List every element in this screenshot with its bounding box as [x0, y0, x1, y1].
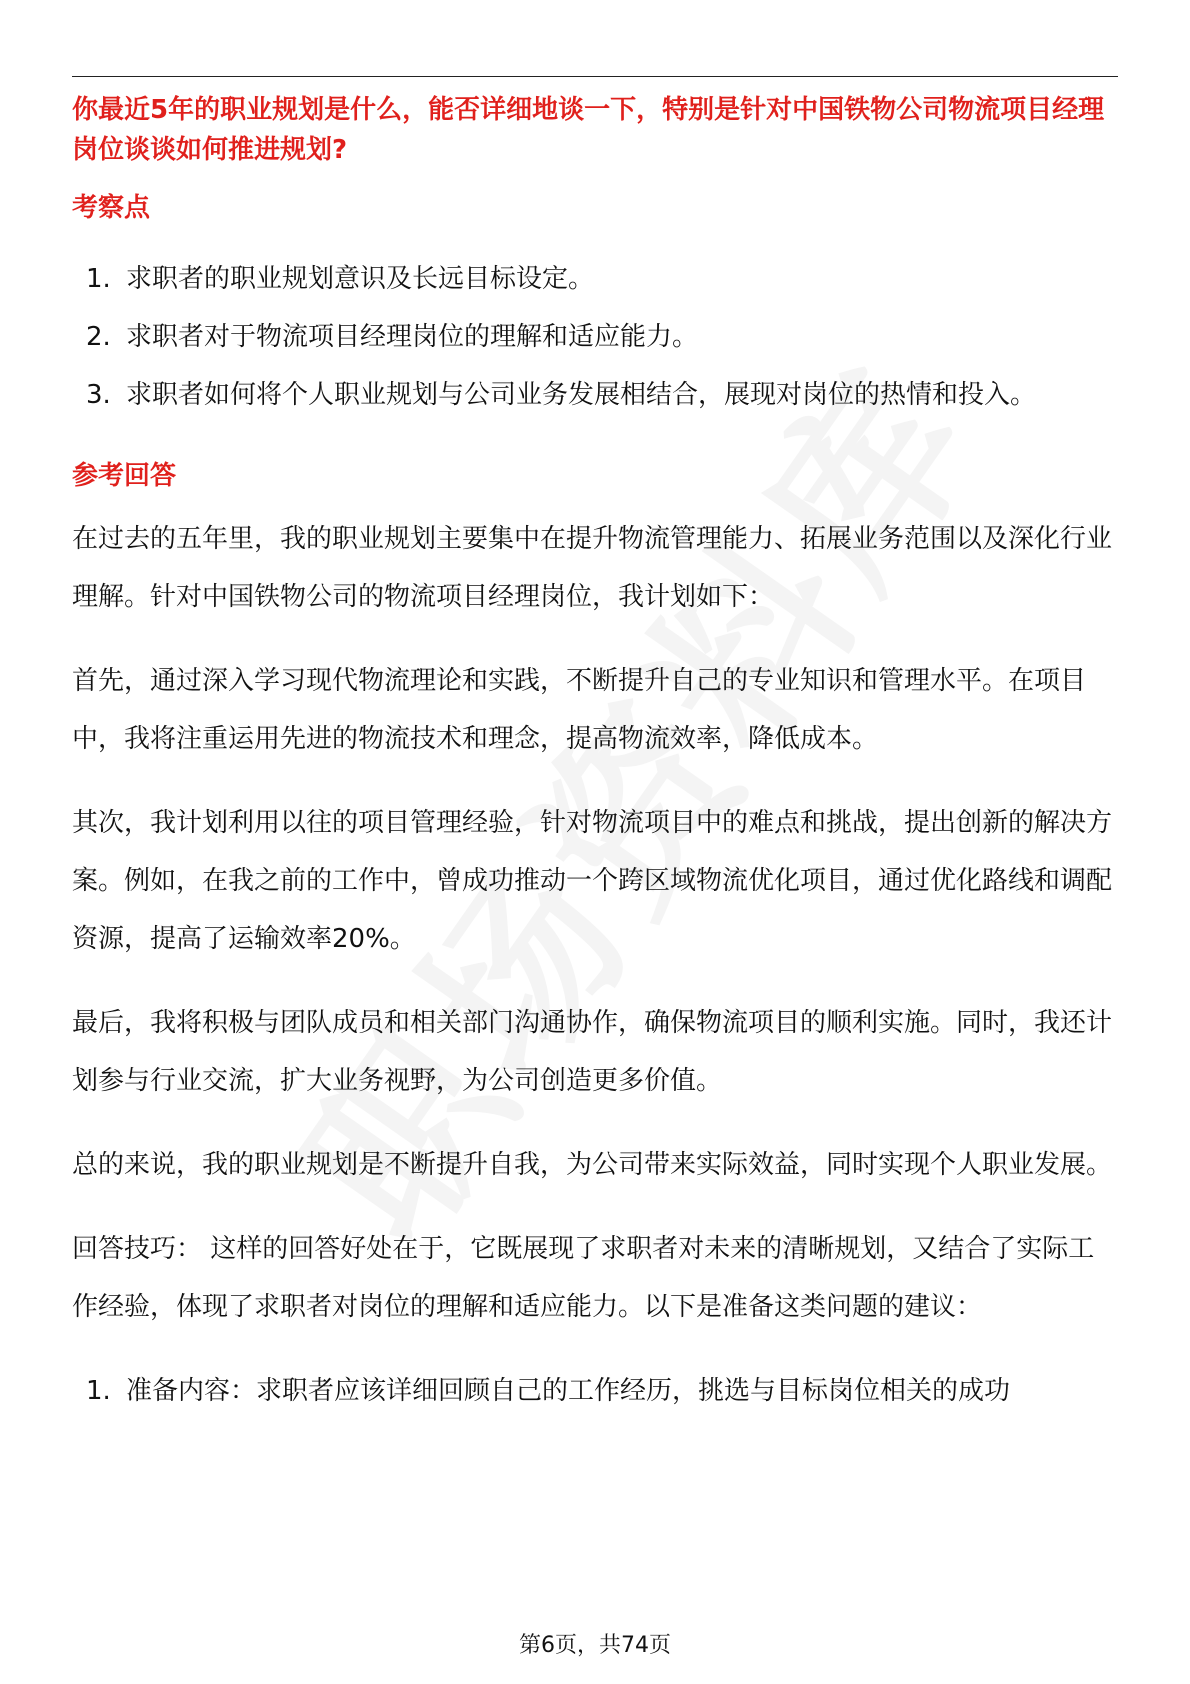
- list-item-text: 求职者对于物流项目经理岗位的理解和适应能力。: [126, 322, 699, 352]
- page-number: 第6页，共74页: [519, 1633, 671, 1658]
- page-content: [72, 90, 1118, 1420]
- list-number: 3.: [86, 380, 111, 410]
- assessment-title: 考察点: [72, 193, 151, 223]
- answer-paragraph: 首先，通过深入学习现代物流理论和实践，不断提升自己的专业知识和管理水平。在项目中，我将注重运用先进的物流技术和理念，提高物流效率，降低成本。: [72, 666, 1087, 754]
- tips-intro-paragraph: 回答技巧： 这样的回答好处在于，它既展现了求职者对未来的清晰规划，又结合了实际工作经验，体现了求职者对岗位的理解和适应能力。以下是准备这类问题的建议：: [72, 1234, 1095, 1322]
- tips-list: [72, 1362, 1118, 1420]
- answer-paragraph: 在过去的五年里，我的职业规划主要集中在提升物流管理能力、拓展业务范围以及深化行业理解。针对中国铁物公司的物流项目经理岗位，我计划如下：: [72, 524, 1113, 612]
- list-item-text: 求职者的职业规划意识及长远目标设定。: [126, 264, 595, 294]
- list-number: 1.: [86, 1376, 111, 1406]
- list-item: [72, 1362, 1118, 1420]
- list-item: [72, 250, 1118, 308]
- list-item-text: 准备内容：求职者应该详细回顾自己的工作经历，挑选与目标岗位相关的成功: [126, 1376, 1011, 1406]
- answer-title: 参考回答: [72, 461, 177, 491]
- list-item: [72, 308, 1118, 366]
- list-number: 1.: [86, 264, 111, 294]
- top-divider: [72, 76, 1118, 77]
- list-item-text: 求职者如何将个人职业规划与公司业务发展相结合，展现对岗位的热情和投入。: [126, 380, 1037, 410]
- question-heading: 你最近5年的职业规划是什么，能否详细地谈一下，特别是针对中国铁物公司物流项目经理岗位谈谈如何推进规划?: [72, 95, 1105, 165]
- list-number: 2.: [86, 322, 111, 352]
- answer-paragraph: 其次，我计划利用以往的项目管理经验，针对物流项目中的难点和挑战，提出创新的解决方案。例如，在我之前的工作中，曾成功推动一个跨区域物流优化项目，通过优化路线和调配资源，提高了运输效率20%。: [72, 808, 1113, 954]
- list-item: [72, 366, 1118, 424]
- answer-paragraph: 总的来说，我的职业规划是不断提升自我，为公司带来实际效益，同时实现个人职业发展。: [72, 1150, 1113, 1180]
- assessment-list: [72, 250, 1118, 424]
- answer-paragraph: 最后，我将积极与团队成员和相关部门沟通协作，确保物流项目的顺利实施。同时，我还计划参与行业交流，扩大业务视野，为公司创造更多价值。: [72, 1008, 1113, 1096]
